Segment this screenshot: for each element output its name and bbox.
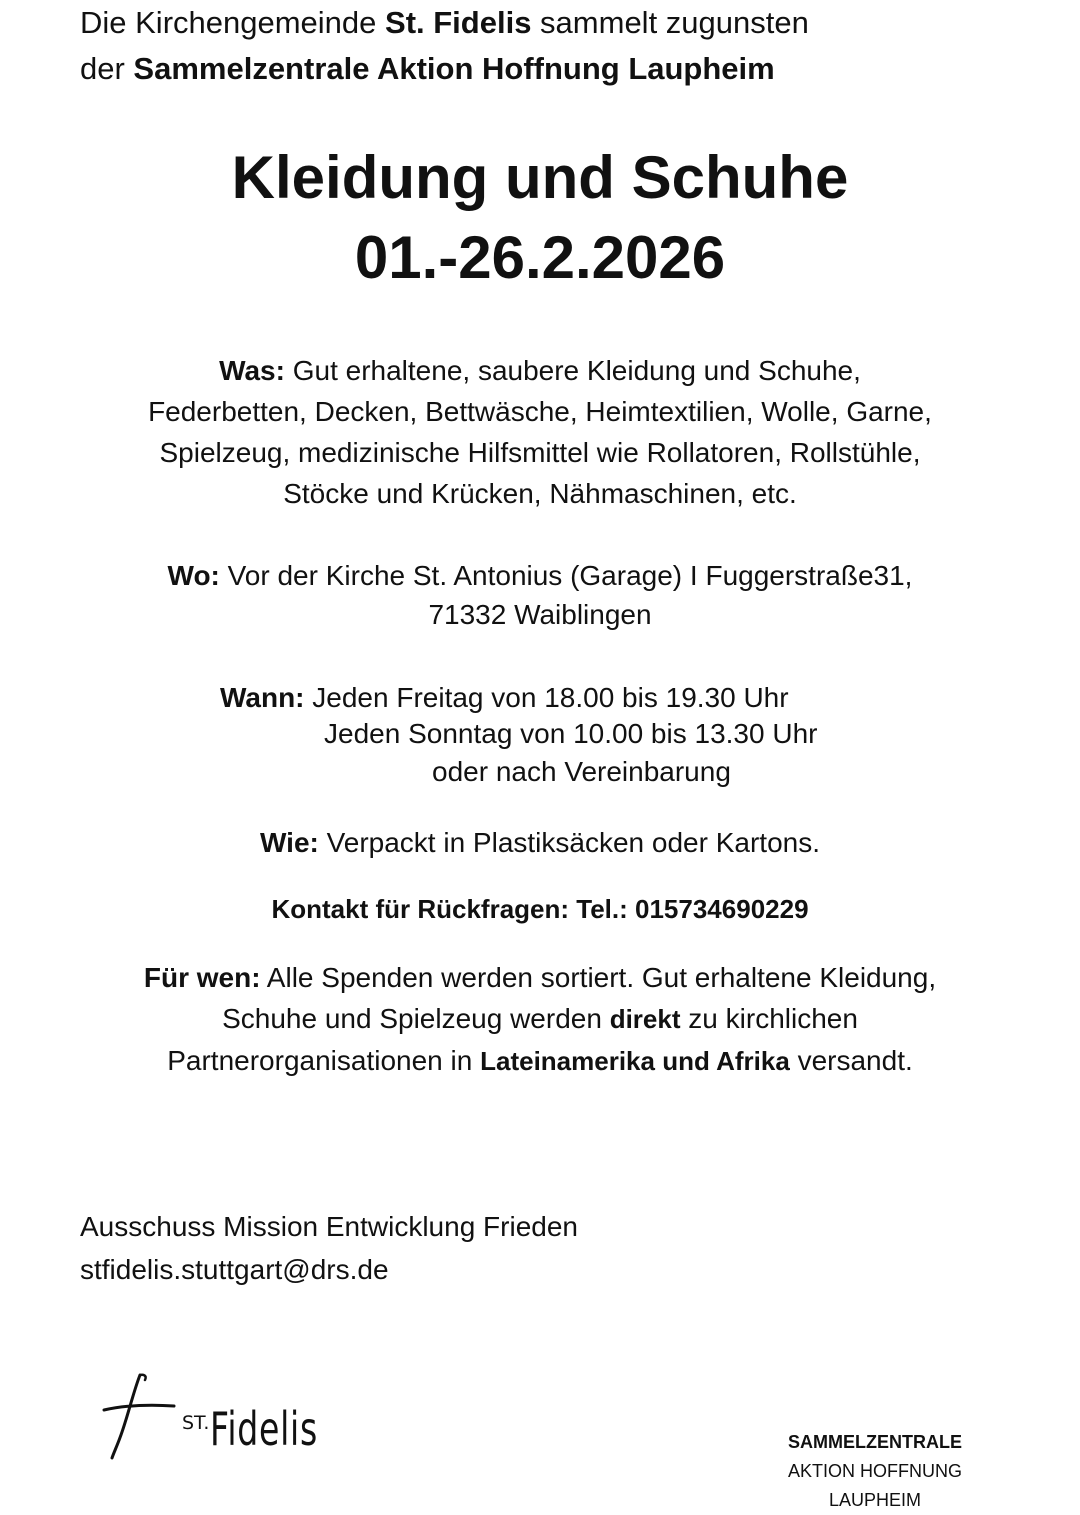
fuer-wen-label: Für wen: bbox=[143, 962, 261, 993]
intro-line1-suffix: sammelt zugunsten bbox=[531, 5, 809, 40]
logo-sammel-line-1: SAMMELZENTRALE bbox=[788, 1432, 962, 1452]
footer bbox=[80, 1205, 578, 1291]
was-line-3: Spielzeug, medizinische Hilfsmittel wie Rollatoren, Rollstühle, bbox=[159, 437, 921, 468]
committee-name: Ausschuss Mission Entwicklung Frieden bbox=[80, 1211, 578, 1242]
was-line-4: Stöcke und Krücken, Nähmaschinen, etc. bbox=[283, 478, 797, 509]
intro-line-2 bbox=[80, 46, 809, 92]
contact-section bbox=[60, 888, 1020, 930]
was-line-2: Federbetten, Decken, Bettwäsche, Heimtextilien, Wolle, Garne, bbox=[148, 396, 932, 427]
intro-line2-prefix: der bbox=[80, 51, 134, 86]
wo-address: Vor der Kirche St. Antonius (Garage) I Fuggerstraße31, bbox=[219, 560, 913, 591]
wo-city: 71332 Waiblingen bbox=[428, 599, 652, 630]
wann-label: Wann: bbox=[220, 682, 305, 713]
wann-line-2: Jeden Sonntag von 10.00 bis 13.30 Uhr bbox=[324, 718, 818, 749]
wie-label: Wie: bbox=[259, 827, 319, 858]
intro-line1-prefix: Die Kirchengemeinde bbox=[80, 5, 386, 40]
intro-line-1 bbox=[80, 0, 809, 46]
parish-name: St. Fidelis bbox=[385, 5, 532, 40]
intro-text bbox=[80, 0, 809, 92]
contact-email: stfidelis.stuttgart@drs.de bbox=[80, 1254, 389, 1285]
wo-label: Wo: bbox=[167, 560, 220, 591]
wann-line-3: oder nach Vereinbarung bbox=[432, 756, 731, 787]
wann-section bbox=[220, 680, 817, 790]
st-fidelis-logo bbox=[100, 1370, 380, 1470]
was-label: Was: bbox=[219, 355, 285, 386]
headline bbox=[0, 140, 1080, 300]
fuer-wen-regions: Lateinamerika und Afrika bbox=[480, 1046, 790, 1076]
fuer-wen-line-3b: versandt. bbox=[789, 1045, 913, 1076]
page-title: Kleidung und Schuhe bbox=[231, 144, 849, 211]
sammelzentrale-logo bbox=[770, 1428, 980, 1515]
fuer-wen-direkt: direkt bbox=[609, 1004, 681, 1034]
cross-icon bbox=[100, 1370, 180, 1470]
logo-fidelis-text: Fidelis bbox=[210, 1402, 318, 1456]
organization-name: Sammelzentrale Aktion Hoffnung Laupheim bbox=[133, 51, 775, 86]
fuer-wen-line-1: Alle Spenden werden sortiert. Gut erhaltene Kleidung, bbox=[260, 962, 937, 993]
logo-sammel-line-3: LAUPHEIM bbox=[828, 1490, 922, 1510]
wann-line-1: Jeden Freitag von 18.00 bis 19.30 Uhr bbox=[304, 682, 789, 713]
fuer-wen-section bbox=[60, 957, 1020, 1082]
collection-dates: 01.-26.2.2026 bbox=[354, 224, 726, 291]
was-section bbox=[60, 350, 1020, 514]
wie-section bbox=[60, 822, 1020, 863]
fuer-wen-line-3a: Partnerorganisationen in bbox=[167, 1045, 481, 1076]
fuer-wen-line-2a: Schuhe und Spielzeug werden bbox=[222, 1003, 610, 1034]
wie-text: Verpackt in Plastiksäcken oder Kartons. bbox=[318, 827, 820, 858]
wo-section bbox=[60, 556, 1020, 634]
fuer-wen-line-2b: zu kirchlichen bbox=[680, 1003, 858, 1034]
logo-sammel-line-2: AKTION HOFFNUNG bbox=[788, 1461, 962, 1481]
logo-st-text: ST. bbox=[182, 1412, 210, 1434]
was-line-1: Gut erhaltene, saubere Kleidung und Schuhe, bbox=[284, 355, 861, 386]
contact-phone: Kontakt für Rückfragen: Tel.: 015734690229 bbox=[271, 894, 809, 924]
